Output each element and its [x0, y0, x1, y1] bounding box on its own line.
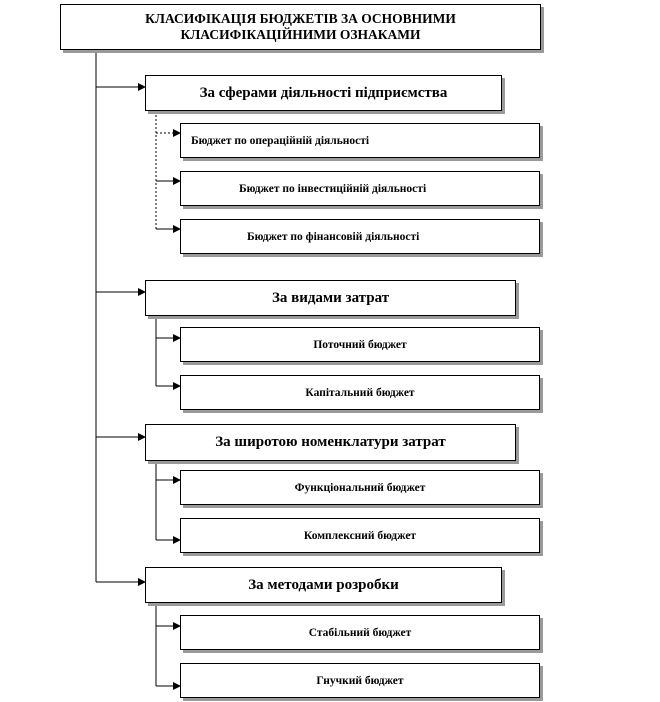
root-node	[60, 4, 541, 50]
item-functional-budget	[180, 470, 540, 505]
item-label: Гнучкий бюджет	[316, 674, 404, 687]
item-label: Стабільний бюджет	[308, 626, 412, 639]
root-title-line1: КЛАСИФІКАЦІЯ БЮДЖЕТІВ ЗА ОСНОВНИМИ	[145, 11, 456, 26]
category-cost-types	[145, 280, 516, 316]
category-label: За видами затрат	[271, 289, 390, 306]
item-label: Бюджет по інвестиційній діяльності	[239, 182, 427, 195]
item-label: Капітальний бюджет	[305, 386, 415, 399]
item-operating-budget	[180, 123, 540, 158]
item-label: Комплексний бюджет	[303, 529, 417, 542]
category-label: За сферами діяльності підприємства	[199, 84, 448, 101]
root-title-line2: КЛАСИФІКАЦІЙНИМИ ОЗНАКАМИ	[180, 27, 421, 42]
category-label: За методами розробки	[248, 576, 399, 593]
item-capital-budget	[180, 375, 540, 410]
category-methods	[145, 567, 502, 603]
item-investment-budget	[180, 171, 540, 206]
item-label: Бюджет по фінансовій діяльності	[247, 230, 420, 243]
category-label: За широтою номенклатури затрат	[215, 434, 446, 450]
item-label: Бюджет по операційній діяльності	[191, 134, 370, 147]
item-current-budget	[180, 327, 540, 362]
item-financial-budget	[180, 219, 540, 254]
category-spheres	[145, 75, 502, 111]
item-stable-budget	[180, 615, 540, 650]
item-flexible-budget	[180, 663, 540, 698]
category-nomenclature	[145, 424, 516, 461]
item-label: Функціональний бюджет	[294, 481, 426, 494]
item-complex-budget	[180, 518, 540, 553]
item-label: Поточний бюджет	[313, 338, 407, 351]
